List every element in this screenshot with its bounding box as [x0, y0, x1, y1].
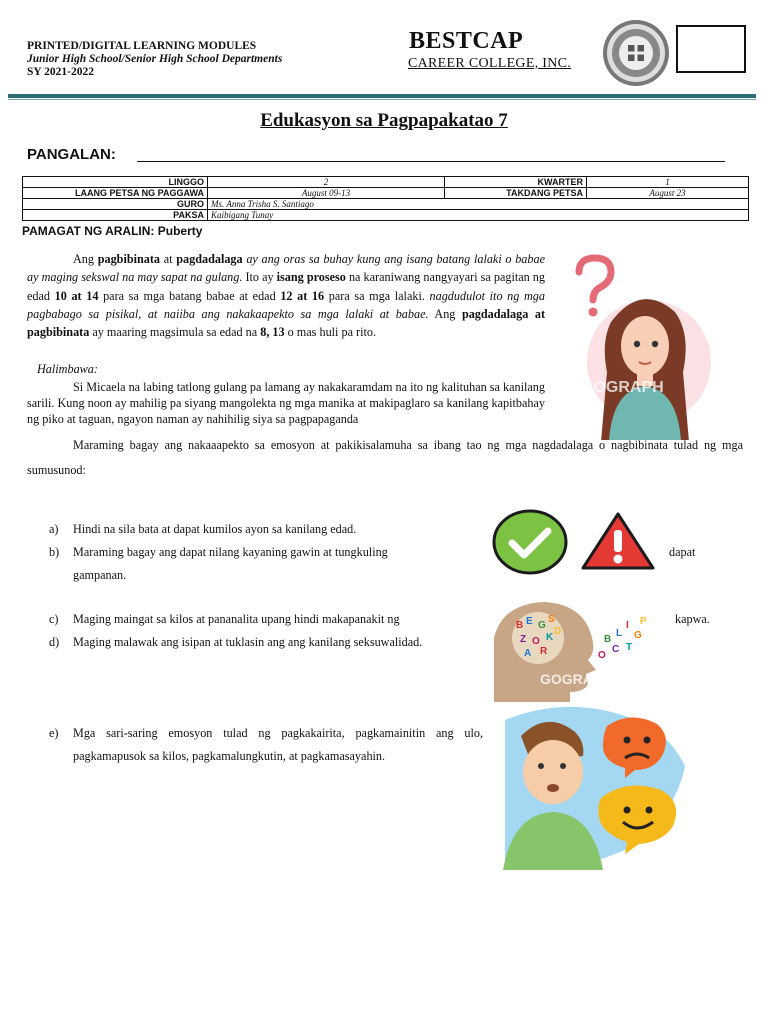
svg-text:I: I — [626, 620, 629, 631]
lesson-title: PAMAGAT NG ARALIN: Puberty — [22, 224, 203, 238]
name-label: PANGALAN: — [27, 146, 116, 163]
header-line-2: Junior High School/Senior High School Departments — [27, 53, 283, 65]
list-item: a) Hindi na sila bata at dapat kumilos ayon sa kanilang edad. — [49, 522, 357, 536]
lingo-label: LINGGO — [23, 177, 208, 188]
list-item: c) Maging maingat sa kilos at pananalita upang hindi makapanakit ng — [49, 612, 400, 626]
svg-text:A: A — [524, 648, 532, 659]
svg-text:T: T — [626, 642, 633, 653]
watermark-text: GOGRAPH — [540, 671, 613, 687]
paksa-label: PAKSA — [23, 210, 208, 221]
school-seal-icon — [602, 19, 670, 87]
check-icon — [492, 509, 568, 575]
page-title: Edukasyon sa Pagpapakatao 7 — [260, 110, 508, 131]
table-row — [23, 188, 749, 199]
svg-text:P: P — [640, 616, 647, 627]
thinking-girl-illustration — [557, 252, 715, 440]
warning-icon — [579, 510, 657, 572]
brand-subtitle: CAREER COLLEGE, INC. — [408, 56, 572, 71]
svg-text:C: C — [612, 644, 620, 655]
table-row — [23, 177, 749, 188]
module-info-table — [22, 176, 749, 221]
header-divider — [8, 94, 756, 98]
paksa-value: Kaibigang Tunay — [208, 210, 749, 221]
example-label: Halimbawa: — [37, 362, 98, 376]
brand-name: BESTCAP — [409, 28, 524, 54]
list-item-tail: kapwa. — [675, 612, 710, 626]
svg-text:O: O — [598, 650, 606, 661]
watermark-text: GOGRAPH — [581, 379, 664, 396]
list-item: b) Maraming bagay ang dapat nilang kayaning gawin at tungkuling gampanan. — [49, 545, 388, 582]
intro-paragraph: Ang pagbibinata at pagdadalaga ay ang oras sa buhay kung ang isang batang lalaki o babae ay maging sekswal na may sapat na gulang. Ito ay isang proseso na karaniwang nangyayari sa pagitan ng edad 10 at 14 para sa mga batang babae at edad 12 at 16 para sa mga lalaki. nagdudulot ito ng mga pagbabago sa pisikal, at naiiba ang nakakaapekto sa mga lalaki at babae. Ang pagdadalaga at pagbibinata ay maaring magsimula sa edad na 8, 13 o mas huli pa rito. — [27, 252, 545, 340]
guro-label: GURO — [23, 199, 208, 210]
guro-value: Ms. Anna Trisha S. Santiago — [208, 199, 749, 210]
svg-text:Z: Z — [520, 634, 527, 645]
table-row — [23, 210, 749, 221]
kwarter-label: KWARTER — [445, 177, 587, 188]
takdang-label: TAKDANG PETSA — [445, 188, 587, 199]
takdang-value: August 23 — [587, 188, 749, 199]
header-school-info — [27, 40, 282, 79]
list-item: d) Maging malawak ang isipan at tuklasin ang ang kanilang seksuwalidad. — [49, 635, 423, 649]
emotions-boy-illustration — [495, 702, 709, 870]
svg-text:O: O — [532, 636, 540, 647]
kwarter-value: 1 — [587, 177, 749, 188]
thinking-head-illustration — [494, 598, 670, 702]
svg-text:L: L — [616, 628, 623, 639]
header-line-1: PRINTED/DIGITAL LEARNING MODULES — [27, 40, 257, 52]
lead-paragraph: Maraming bagay ang nakaaapekto sa emosyon at pakikisalamuha sa ibang tao ng mga nagdadalaga o nagbibinata tulad ng mga sumusunod: — [27, 438, 743, 477]
svg-text:D: D — [554, 626, 562, 637]
name-input-line[interactable] — [137, 161, 725, 162]
svg-text:G: G — [538, 620, 546, 631]
example-paragraph: Si Micaela na labing tatlong gulang pa lamang ay nakakaramdam na ito ng kalituhan sa kanilang sarili. Kung noon ay mahilig pa siyang mangolekta ng mga manika at makipaglaro sa kanilang kapitbahay ng piko at taguan, ngayon naman ay nahihilig siya sa pagpapaganda — [27, 380, 545, 427]
laang-label: LAANG PETSA NG PAGGAWA — [23, 188, 208, 199]
laang-value: August 09-13 — [208, 188, 445, 199]
svg-text:K: K — [546, 632, 554, 643]
svg-text:S: S — [548, 614, 555, 625]
table-row — [23, 199, 749, 210]
svg-text:B: B — [604, 634, 612, 645]
lingo-value: 2 — [208, 177, 445, 188]
svg-text:B: B — [516, 620, 524, 631]
svg-text:E: E — [526, 616, 533, 627]
list-item-tail: dapat — [669, 545, 696, 559]
blank-box — [676, 25, 746, 73]
svg-text:G: G — [634, 630, 642, 641]
list-item: e) Mga sari-saring emosyon tulad ng pagkakairita, pagkamainitin ang ulo, pagkamapusok sa kilos, pagkamalungkutin, at pagkamasayahin. — [49, 726, 483, 763]
header-line-3: SY 2021-2022 — [27, 66, 94, 78]
header-divider-thin — [8, 99, 756, 100]
svg-text:R: R — [540, 646, 548, 657]
